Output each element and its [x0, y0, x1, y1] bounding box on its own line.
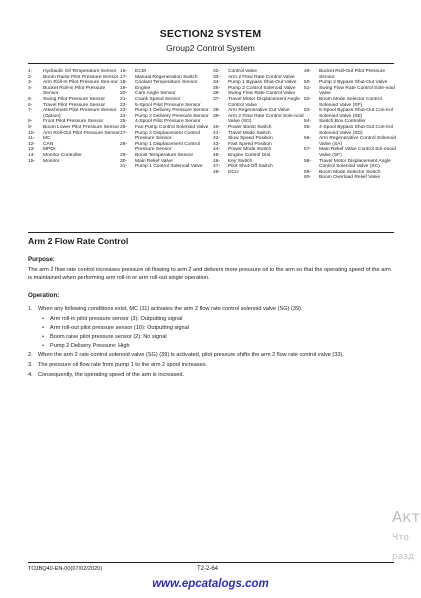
- condition-bullet: • Arm roll-out pilot pressure sensor (10): Outputting signal: [42, 325, 189, 331]
- section-subtitle: Group2 Control System: [166, 43, 255, 53]
- legend-label: Arm Roll-Out Pilot Pressure Sensor: [43, 130, 120, 136]
- legend-label: Pump 2 Control Solenoid Valve: [228, 85, 296, 91]
- legend-number: 29-: [120, 152, 128, 158]
- legend-number: 52-: [304, 96, 312, 102]
- legend-number: 47-: [213, 164, 221, 170]
- operation-label: Operation:: [28, 292, 60, 299]
- purpose-text: The arm 2 flow rate control increases pressure oil flowing to arm 2 and delivers more pressure oil to the arm so that the operating speed of the arm is maintained when performing arm roll-in or arm roll-out single operation.: [28, 267, 391, 282]
- legend-label: Arm Regenerative Control Solenoid Valve (SA): [319, 136, 396, 147]
- legend-item: [304, 159, 399, 170]
- legend-number: 25-: [120, 119, 128, 125]
- legend-number: 6-: [28, 102, 33, 108]
- legend-number: 43-: [213, 141, 221, 147]
- legend-number: 8-: [28, 119, 33, 125]
- legend-label: Power Boost Switch: [228, 124, 272, 130]
- legend-label: Boom Raise Pilot Pressure Sensor: [43, 74, 119, 80]
- legend-number: 26-: [120, 124, 128, 130]
- legend-label: Engine: [135, 85, 151, 91]
- legend-column-3: [213, 69, 305, 175]
- legend-number: 57-: [304, 147, 312, 153]
- legend-number: 13-: [28, 147, 36, 153]
- legend-number: 19-: [120, 85, 128, 91]
- legend-item: [28, 159, 120, 165]
- legend-item: [304, 108, 399, 119]
- legend-label: Monitor: [43, 158, 60, 164]
- legend-label: 4-Spool Pilot Pressure Sensor: [135, 119, 201, 125]
- purpose-label: Purpose:: [28, 256, 55, 263]
- legend-label: Attachment Pilot Pressure Sensor (Option): [43, 108, 117, 119]
- legend-label: Cam Angle Sensor: [135, 91, 176, 97]
- legend-column-2: [120, 69, 212, 170]
- legend-label: Bucket Roll-In Pilot Pressure Sensor: [43, 85, 106, 97]
- legend-label: Coolant Temperature Sensor: [135, 80, 198, 86]
- legend-number: 11-: [28, 136, 35, 142]
- legend-label: Boom Mode Selector Switch: [319, 169, 381, 175]
- legend-number: 17-: [120, 74, 128, 80]
- step-2: 2. When the arm 2 rate control solenoid valve (SG) (39) is activated, pilot pressure shifts the arm 2 flow rate control valve (33).: [28, 352, 344, 358]
- legend-item: [304, 97, 399, 108]
- legend-label: ECM: [135, 69, 146, 74]
- legend-number: 35-: [213, 85, 221, 91]
- legend-label: Monitor Controller: [43, 152, 82, 158]
- legend-label: Main Relief Valve: [135, 158, 173, 164]
- document-id: TOJBQ40-EN-00(07/02/2020): [28, 566, 103, 572]
- legend-label: Arm Roll-In Pilot Pressure Sen-sor: [43, 80, 118, 86]
- legend-number: 56-: [304, 136, 312, 142]
- legend-number: 1-: [28, 69, 33, 74]
- legend-label: Swing Flow Rate Control Sole-noid Valve: [319, 85, 395, 97]
- legend-number: 31-: [120, 164, 128, 170]
- legend-label: Key Switch: [228, 158, 253, 164]
- legend-label: Boom Lower Pilot Pressure Sensor: [43, 124, 120, 130]
- legend-label: Fast Speed Position: [228, 141, 272, 147]
- step-3: 3. The pressure oil flow rate from pump 1 to the arm 2 spool increases.: [28, 362, 208, 368]
- legend-number: 50-: [304, 80, 312, 86]
- legend-number: 22-: [120, 102, 128, 108]
- legend-number: 4-: [28, 85, 33, 91]
- legend-label: Pump 1 Delivery Pressure Sensor: [135, 108, 209, 114]
- legend-label: Boom Mode Selector Control Solenoid Valve (SF): [319, 96, 382, 108]
- legend-label: Boost Temperature Sensor: [135, 152, 194, 158]
- legend-item: [213, 97, 305, 108]
- legend-label: Engine Control Dial: [228, 152, 271, 158]
- legend-number: 49-: [304, 69, 312, 74]
- legend-label: Manual Regeneration Switch: [135, 74, 198, 80]
- legend-column-1: [28, 69, 120, 164]
- legend-label: Swing Flow Rate Control Valve: [228, 91, 296, 97]
- legend-number: 18-: [120, 80, 128, 86]
- legend-number: 14-: [28, 152, 36, 158]
- legend-label: Arm Regenerative Cut Valve: [228, 108, 290, 114]
- legend-number: 5-: [28, 96, 33, 102]
- legend-item: [304, 147, 399, 158]
- legend-label: Fan Pump Control Solenoid Valve: [135, 124, 209, 130]
- legend-label: Swing Pilot Pressure Sensor: [43, 96, 105, 102]
- legend-number: 21-: [120, 96, 128, 102]
- legend-number: 36-: [213, 91, 221, 97]
- legend-number: 55-: [304, 124, 312, 130]
- legend-number: 2-: [28, 74, 33, 80]
- legend-label: Pump 1 Displacement Control Pressure Sensor: [135, 141, 200, 153]
- legend-column-4: [304, 69, 399, 181]
- legend-label: Pump 1 Control Solenoid Valve: [135, 164, 203, 170]
- step-1: 1. When any following conditions exist, MC (11) activates the arm 2 flow rate control solenoid valve (SG) (39).: [28, 306, 303, 312]
- legend-label: Main Relief Valve Control Sol-enoid Valve (SF): [319, 147, 396, 158]
- legend-number: 42-: [213, 136, 221, 142]
- legend-item: [304, 69, 399, 80]
- legend-number: 15-: [28, 158, 36, 164]
- legend-number: 28-: [120, 141, 128, 147]
- legend-number: 48-: [213, 169, 221, 175]
- legend-item: [28, 108, 120, 119]
- legend-label: Travel Pilot Pressure Sensor: [43, 102, 106, 108]
- legend-number: 58-: [304, 158, 312, 164]
- legend-item: [304, 136, 399, 147]
- bottom-divider: [28, 562, 394, 563]
- legend-number: 40-: [213, 124, 221, 130]
- legend-number: 9-: [28, 124, 33, 130]
- legend-label: Control Valve: [228, 69, 257, 74]
- legend-number: 32-: [213, 69, 221, 74]
- legend-number: 30-: [120, 158, 128, 164]
- legend-label: Hydraulic Oil Temperature Sensor: [43, 69, 117, 74]
- legend-label: MPDr.: [43, 147, 57, 153]
- legend-number: 34-: [213, 80, 221, 86]
- legend-number: 23-: [120, 108, 128, 114]
- legend-item: [28, 86, 120, 97]
- legend-label: Crank Speed Sensor: [135, 96, 181, 102]
- legend-number: 12-: [28, 141, 36, 147]
- legend-number: 39-: [213, 113, 221, 119]
- legend-label: Front Pilot Pressure Sensor: [43, 119, 104, 125]
- legend-number: 51-: [304, 85, 312, 91]
- legend-number: 41-: [213, 130, 221, 136]
- section-title: SECTION2 SYSTEM: [159, 28, 262, 40]
- step-4: 4. Consequently, the operating speed of the arm is increased.: [28, 372, 185, 378]
- legend-number: 3-: [28, 80, 33, 86]
- legend-item: [120, 164, 212, 170]
- legend-item: [304, 175, 399, 181]
- legend-number: 60-: [304, 175, 312, 181]
- legend-item: [304, 125, 399, 136]
- legend-label: Pump 1 Bypass Shut-Out Valve: [228, 80, 297, 86]
- operation-steps: [28, 305, 396, 381]
- legend-label: Slow Speed Position: [228, 136, 273, 142]
- legend-label: Switch Box Controller: [319, 119, 366, 125]
- legend-number: 44-: [213, 147, 221, 153]
- legend-label: 5-Spool Bypass Shut-Out Con-trol Solenoid Valve (SE): [319, 108, 393, 119]
- activation-watermark-line2: Что: [392, 533, 409, 543]
- legend-label: Travel Motor Displacement Angle Control Solenoid Valve (SC): [319, 158, 391, 170]
- section-header: [0, 28, 421, 53]
- legend-item: [304, 86, 399, 97]
- top-divider: [28, 63, 394, 64]
- legend-label: Pilot Shut-Off Switch: [228, 164, 273, 170]
- legend-label: CAN: [43, 141, 54, 147]
- section-heading: Arm 2 Flow Rate Control: [28, 236, 129, 246]
- page-number: T2-2-64: [197, 566, 219, 572]
- component-legend: [28, 69, 398, 229]
- legend-label: Arm 2 Flow Rate Control Valve: [228, 74, 295, 80]
- legend-number: 54-: [304, 119, 312, 125]
- legend-number: 24-: [120, 113, 128, 119]
- legend-number: 33-: [213, 74, 221, 80]
- legend-label: Boom Overload Relief Valve: [319, 175, 381, 181]
- legend-number: 53-: [304, 108, 312, 114]
- legend-number: 45-: [213, 152, 221, 158]
- legend-label: DCU: [228, 169, 239, 175]
- legend-number: 27-: [120, 130, 128, 136]
- activation-watermark-line3: разд: [392, 552, 415, 562]
- legend-item: [120, 131, 212, 142]
- legend-label: Travel Mode Switch: [228, 130, 271, 136]
- legend-number: 38-: [213, 108, 221, 114]
- legend-number: 59-: [304, 169, 312, 175]
- legend-number: 10-: [28, 130, 36, 136]
- mid-divider: [28, 232, 394, 233]
- legend-label: Travel Motor Displacement Angle Control Valve: [228, 96, 300, 108]
- legend-item: [120, 142, 212, 153]
- legend-label: Bucket Roll-Out Pilot Pressure Sensor: [319, 69, 386, 80]
- legend-number: 16-: [120, 69, 128, 74]
- legend-number: 7-: [28, 108, 33, 114]
- legend-item: [213, 170, 305, 176]
- condition-bullet: • Arm roll-in pilot pressure sensor (3): Outputting signal: [42, 316, 183, 322]
- legend-label: Pump 2 Bypass Shut-Out Valve: [319, 80, 388, 86]
- legend-label: 4-Spool Bypass Shut-Out Con-trol Solenoid Valve (SD): [319, 124, 393, 136]
- legend-label: Arm 2 Flow Rate Control Sole-noid Valve (SG): [228, 113, 304, 125]
- legend-item: [213, 114, 305, 125]
- legend-number: 20-: [120, 91, 128, 97]
- legend-label: MC: [43, 136, 51, 142]
- legend-label: Pump 2 Delivery Pressure Sensor: [135, 113, 209, 119]
- activation-watermark: Акт: [392, 508, 421, 526]
- legend-number: 37-: [213, 96, 221, 102]
- condition-bullet: • Pump 2 Delivery Pressure: High: [42, 343, 130, 349]
- legend-label: Power Mode Switch: [228, 147, 272, 153]
- legend-label: Pump 2 Displacement Control Pressure Sensor: [135, 130, 200, 142]
- legend-number: 46-: [213, 158, 221, 164]
- site-link[interactable]: www.epcatalogs.com: [152, 578, 269, 590]
- condition-bullet: • Boom raise pilot pressure sensor (2): No signal: [42, 334, 167, 340]
- legend-label: 5-Spool Pilot Pressure Sensor: [135, 102, 201, 108]
